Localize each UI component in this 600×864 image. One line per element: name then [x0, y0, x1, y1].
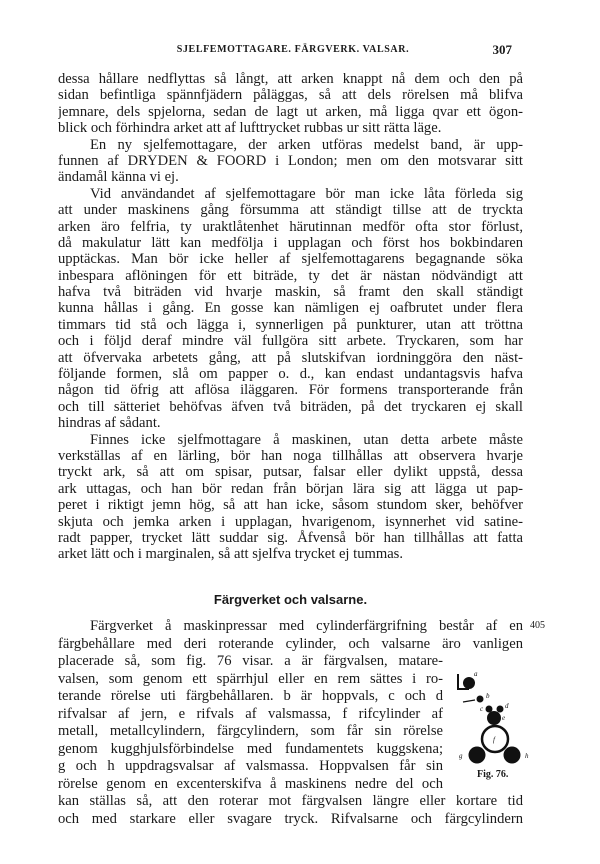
text-line: Finnes icke sjelfmottagare å maskinen, utan detta arbete måste [90, 431, 523, 448]
body-text-top [58, 71, 523, 563]
text-line: valsen, som genom ett spärrhjul eller en rem sättes i ro- [58, 670, 443, 687]
text-line: peret i riktigt jemn hög, så att han icke, såsom stundom sker, behöfver [58, 497, 523, 514]
text-line: ändamål känna vi ej. [58, 169, 179, 186]
text-line: blick och förhindra arket att af lufttrycket rubbas ur sitt rätta läge. [58, 120, 442, 137]
section-heading: Färgverket och valsarne. [213, 592, 368, 607]
text-line: att under maskinens gång försumma att ständigt tillse att de tryckta [58, 202, 523, 219]
label-d: d [505, 702, 509, 710]
text-line: och till sätteriet behöfvas äfven två biträden, på det tryckaren ej skall [58, 398, 523, 415]
text-line: rörelse genom en excenterskifva å maskinens nedre del och [58, 775, 443, 792]
roller-g [469, 747, 486, 764]
text-line: upptäckas. Man bör icke heller af sjelfemottagarens begagnande söka [58, 251, 523, 268]
body-text-bottom [58, 618, 523, 828]
text-line: verkställas af en lärling, bör han noga tillhållas att observera hvarje [58, 447, 523, 464]
label-h: h [525, 752, 529, 760]
text-line: sidan befintliga spännfjädern påläggas, så att dels rörelsen må blifva [58, 87, 523, 104]
roller-e [487, 711, 501, 725]
text-line: radt papper, trycket lätt suddar sig. Åfvenså bör han tillhållas att fatta [58, 529, 523, 546]
text-line: En ny sjelfemottagare, der arken utföras medelst band, är upp- [90, 136, 523, 153]
margin-note: 405 [530, 620, 545, 631]
text-line: kan ställas så, att den roterar mot färgvalsen längre eller kortare tid [58, 793, 523, 809]
text-line: Vid användandet af sjelfemottagare bör man icke låta förleda sig [90, 185, 523, 202]
roller-b [477, 696, 484, 703]
text-line: då makulatur lätt kan medfölja i upplagan och först hos bokbindaren [58, 234, 523, 251]
roller-diagram [455, 672, 530, 772]
label-a: a [474, 672, 478, 678]
text-line: g och h uppdragsvalsar af valsmassa. Hoppvalsen får sin [58, 758, 443, 774]
text-line: någon tid öfrig att aflösa iläggaren. För formens transporterande från [58, 382, 523, 399]
text-line: dessa hållare nedflyttas så långt, att arken knappt nå dem och den på [58, 71, 523, 87]
text-line: och med starkare eller svagare tryck. Rifvalsarne och färgcylindern [58, 810, 523, 827]
figure-caption: Fig. 76. [477, 769, 509, 780]
cylinder-f [482, 726, 508, 752]
text-line: att öfvervaka arbetets gång, att på slutskifvan iordninggöra den näst- [58, 349, 523, 366]
text-line: skjuta och jemka arken i upplagan, hvarigenom, isynnerhet vid satine- [58, 513, 523, 530]
text-line: placerade så, som fig. 76 visar. a är färgvalsen, matare- [58, 653, 443, 669]
text-line: metall, metallcylindern, färgcylindern, som får sin rörelse [58, 723, 443, 739]
label-e: e [502, 714, 506, 722]
text-line: Färgverket å maskinpressar med cylinderfärgrifning består af en [90, 618, 523, 634]
text-line: arket lätt och i marginalen, så att sjelfva trycket ej tummas. [58, 546, 403, 563]
roller-h [504, 747, 521, 764]
roller-a [463, 677, 475, 689]
label-b: b [486, 692, 490, 700]
lever-mark [463, 700, 475, 702]
text-line: hafva två biträden vid hvarje maskin, så framt den skall ständigt [58, 284, 523, 301]
text-line: rifvalsar af jern, e rifvals af valsmassa, f rifcylinder af [58, 705, 443, 722]
text-line: tryckt ark, så att om spisar, putsar, falsar eller dylikt uppstå, dessa [58, 464, 523, 481]
text-line: funnen af DRYDEN & FOORD i London; men om den motsvarar sitt [58, 152, 523, 169]
text-line: timmars tid stå och lägga i, synnerligen på punkturer, utan att tröttna [58, 316, 523, 333]
running-title: SJELFEMOTTAGARE. FÄRGVERK. VALSAR. [176, 44, 410, 55]
text-line: ark uttagas, och han bör redan från början lära sig att lägga ut pap- [58, 480, 523, 497]
text-line: genom kugghjulsförbindelse med fundamentets kuggskena; [58, 740, 443, 757]
text-line: jemnare, dels spjelorna, sedan de lagt ut arken, må ligga qvar ett ögon- [58, 103, 523, 120]
label-c: c [480, 705, 484, 713]
text-line: arken äro felfria, ty uraktlåtenhet härutinnan medför ofta stor förlust, [58, 218, 523, 235]
label-f: f [493, 736, 495, 744]
text-line: och i följd deraf mindre väl fullgöra sitt arbete. Tryckaren, som har [58, 333, 523, 350]
text-line: terande rörelse uti färgbehållaren. b är hoppvals, c och d [58, 688, 443, 704]
page-number: 307 [492, 42, 512, 57]
text-line: färgbehållare med deri roterande cylinder, och valsarne äro vanligen [58, 635, 523, 652]
roller-d [497, 706, 504, 713]
text-line: kunna hållas i gång. En gosse kan nämligen ej oafbrutet under flera [58, 300, 523, 317]
label-g: g [459, 752, 463, 760]
roller-c [486, 706, 493, 713]
text-line: inbespara aflöningen för ett biträde, ty det är nästan nödvändigt att [58, 267, 523, 284]
text-line: hindras af sådant. [58, 415, 161, 432]
text-line: följande formen, slå om papper o. d., kan endast undantagsvis hafva [58, 366, 523, 383]
